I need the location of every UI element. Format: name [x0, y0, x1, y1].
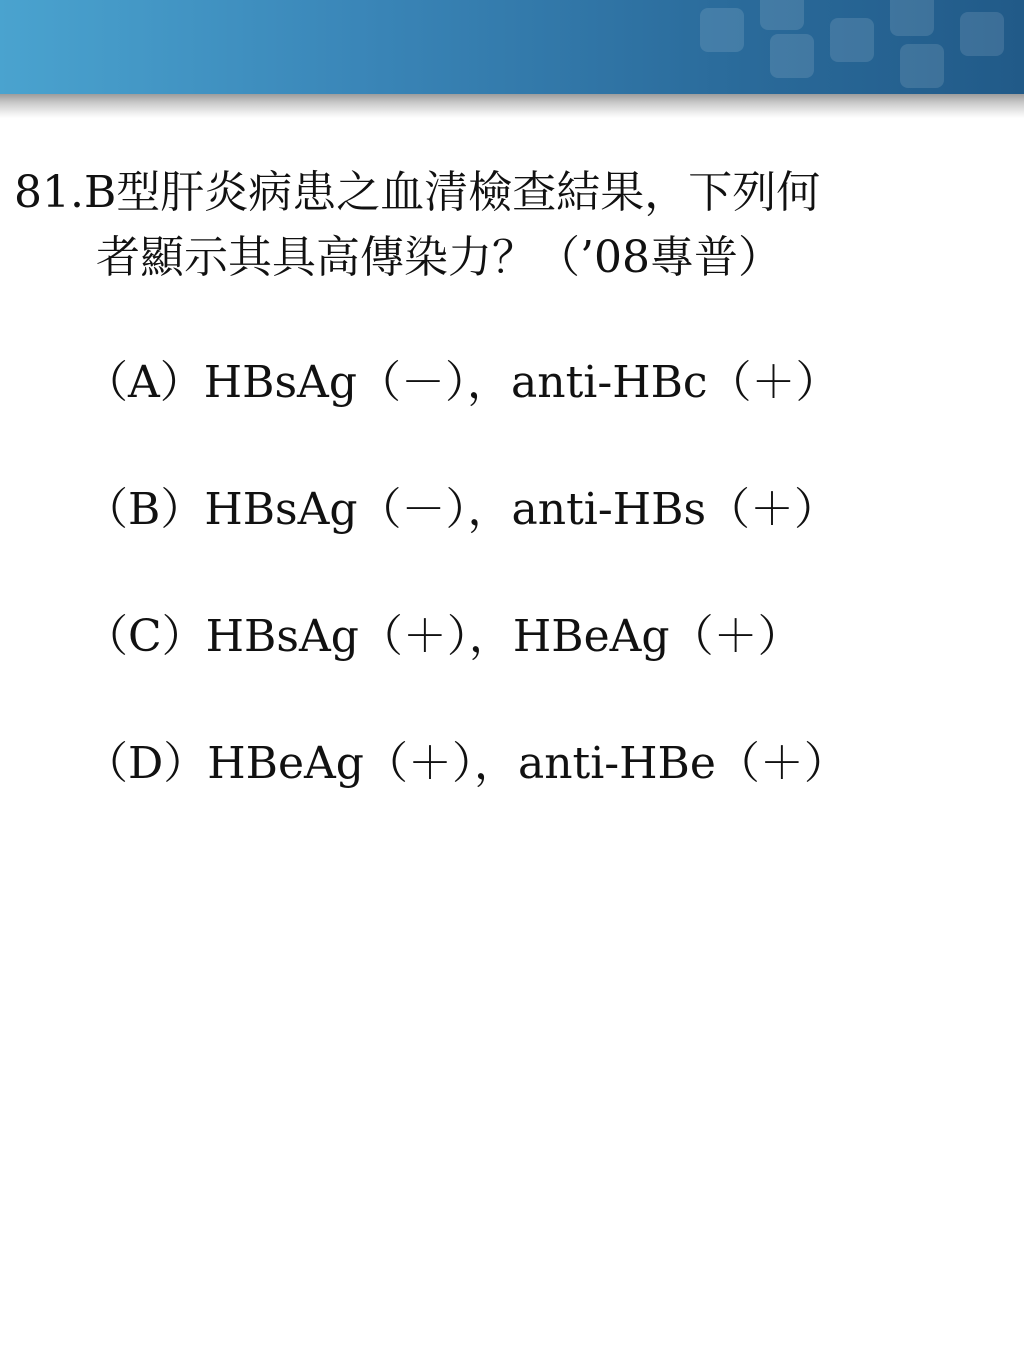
option-c: （C）HBsAg（＋），HBeAg（＋） — [84, 611, 802, 662]
option-a: （A）HBsAg（－），anti-HBc（＋） — [84, 357, 840, 408]
option-d: （D）HBeAg（＋），anti-HBe（＋） — [84, 738, 848, 789]
question-line-1: 81.B型肝炎病患之血清檢查結果，下列何 — [14, 167, 821, 218]
question-line-2: 者顯示其具高傳染力？（’08專普） — [96, 232, 782, 283]
option-b: （B）HBsAg（－），anti-HBs（＋） — [84, 484, 839, 535]
